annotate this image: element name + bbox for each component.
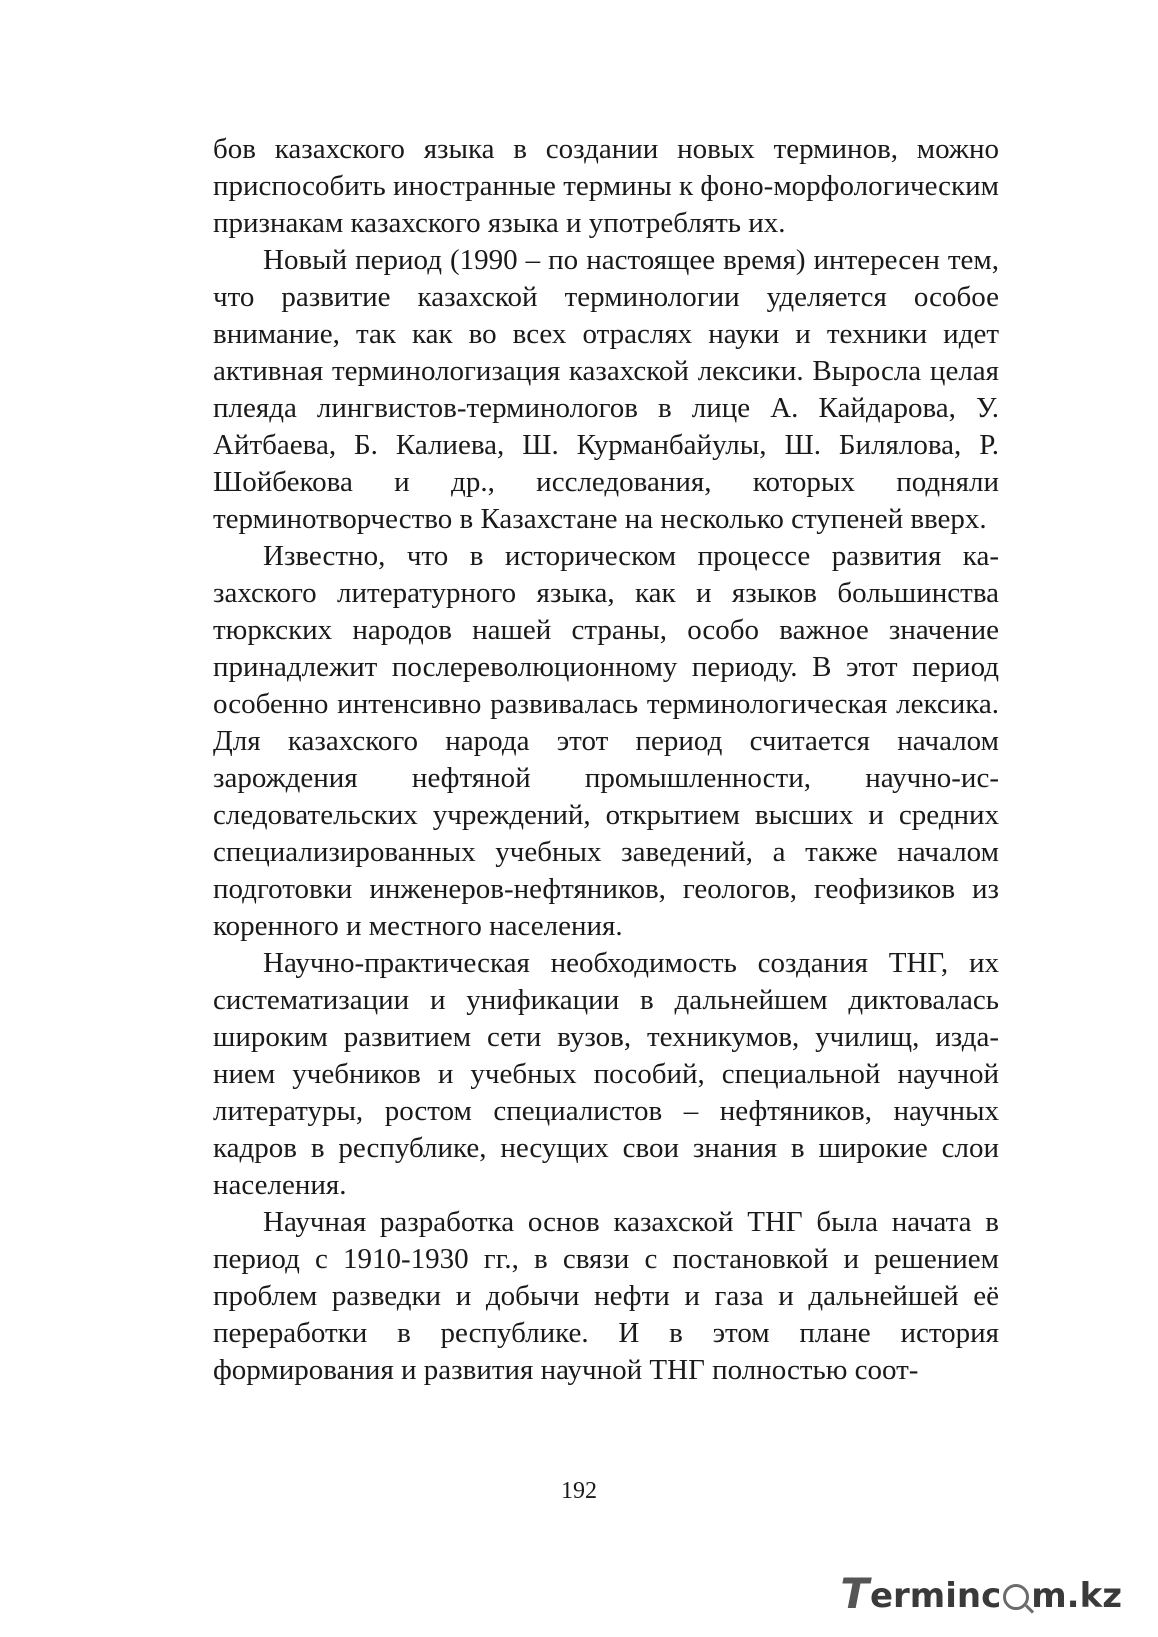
watermark-letter-t: T <box>840 1569 869 1618</box>
paragraph-3: Известно, что в историческом процессе развития казахского литературного языка, как и языков большинства тюркских народов нашей страны, особо важное значение принадлежит послереволюционному периоду. В этот период особенно интенсивно развивалась терминологическая лексика. Для казахского народа этот период считается началом зарождения нефтяной промышленности, научно-исследовательских учреждений, открытием высших и средних специализированных учебных заведений, а также началом подготовки инженеров-нефтяников, геологов, геофизиков из коренного и местного населения. <box>213 540 999 942</box>
watermark-text-part1: erminc <box>869 1576 1002 1616</box>
paragraph-4: Научно-практическая необходимость создания ТНГ, их систематизации и унификации в дальнейшем диктовалась широким развитием сети вузов, техникумов, училищ, изданием учебников и учебных пособий, специальной научной литературы, ростом специалистов – нефтяников, научных кадров в республике, несущих свои знания в широкие слои населения. <box>213 947 999 1201</box>
termincom-watermark-logo <box>840 1569 1122 1618</box>
paragraph-1: бов казахского языка в создании новых терминов, можно приспособить иностранные термины к фоно-морфологическим признакам казахского языка и употреблять их. <box>213 133 999 239</box>
watermark-text-part2: m.kz <box>1031 1576 1122 1616</box>
body-text <box>213 131 999 1389</box>
paragraph-2: Новый период (1990 – по настоящее время) интересен тем, что развитие казахской терминологии уделяется особое внимание, так как во всех отраслях науки и техники идет активная терминологизация казахской лексики. Выросла целая плеяда лингвистов-терминологов в лице А. Кайдарова, У. Айтбаева, Б. Калиева, Ш. Курманбайулы, Ш. Билялова, Р. Шойбекова и др., исследования, которых подняли терминотворчество в Казахстане на несколько ступеней вверх. <box>213 244 999 535</box>
magnifier-icon <box>1003 1584 1029 1610</box>
page-number: 192 <box>561 1478 597 1504</box>
paragraph-5: Научная разработка основ казахской ТНГ была начата в период с 1910-1930 гг., в связи с постановкой и решением проблем разведки и добычи нефти и газа и дальнейшей её переработки в республике. И в этом плане история формирования и развития научной ТНГ полностью соот- <box>213 1206 999 1386</box>
